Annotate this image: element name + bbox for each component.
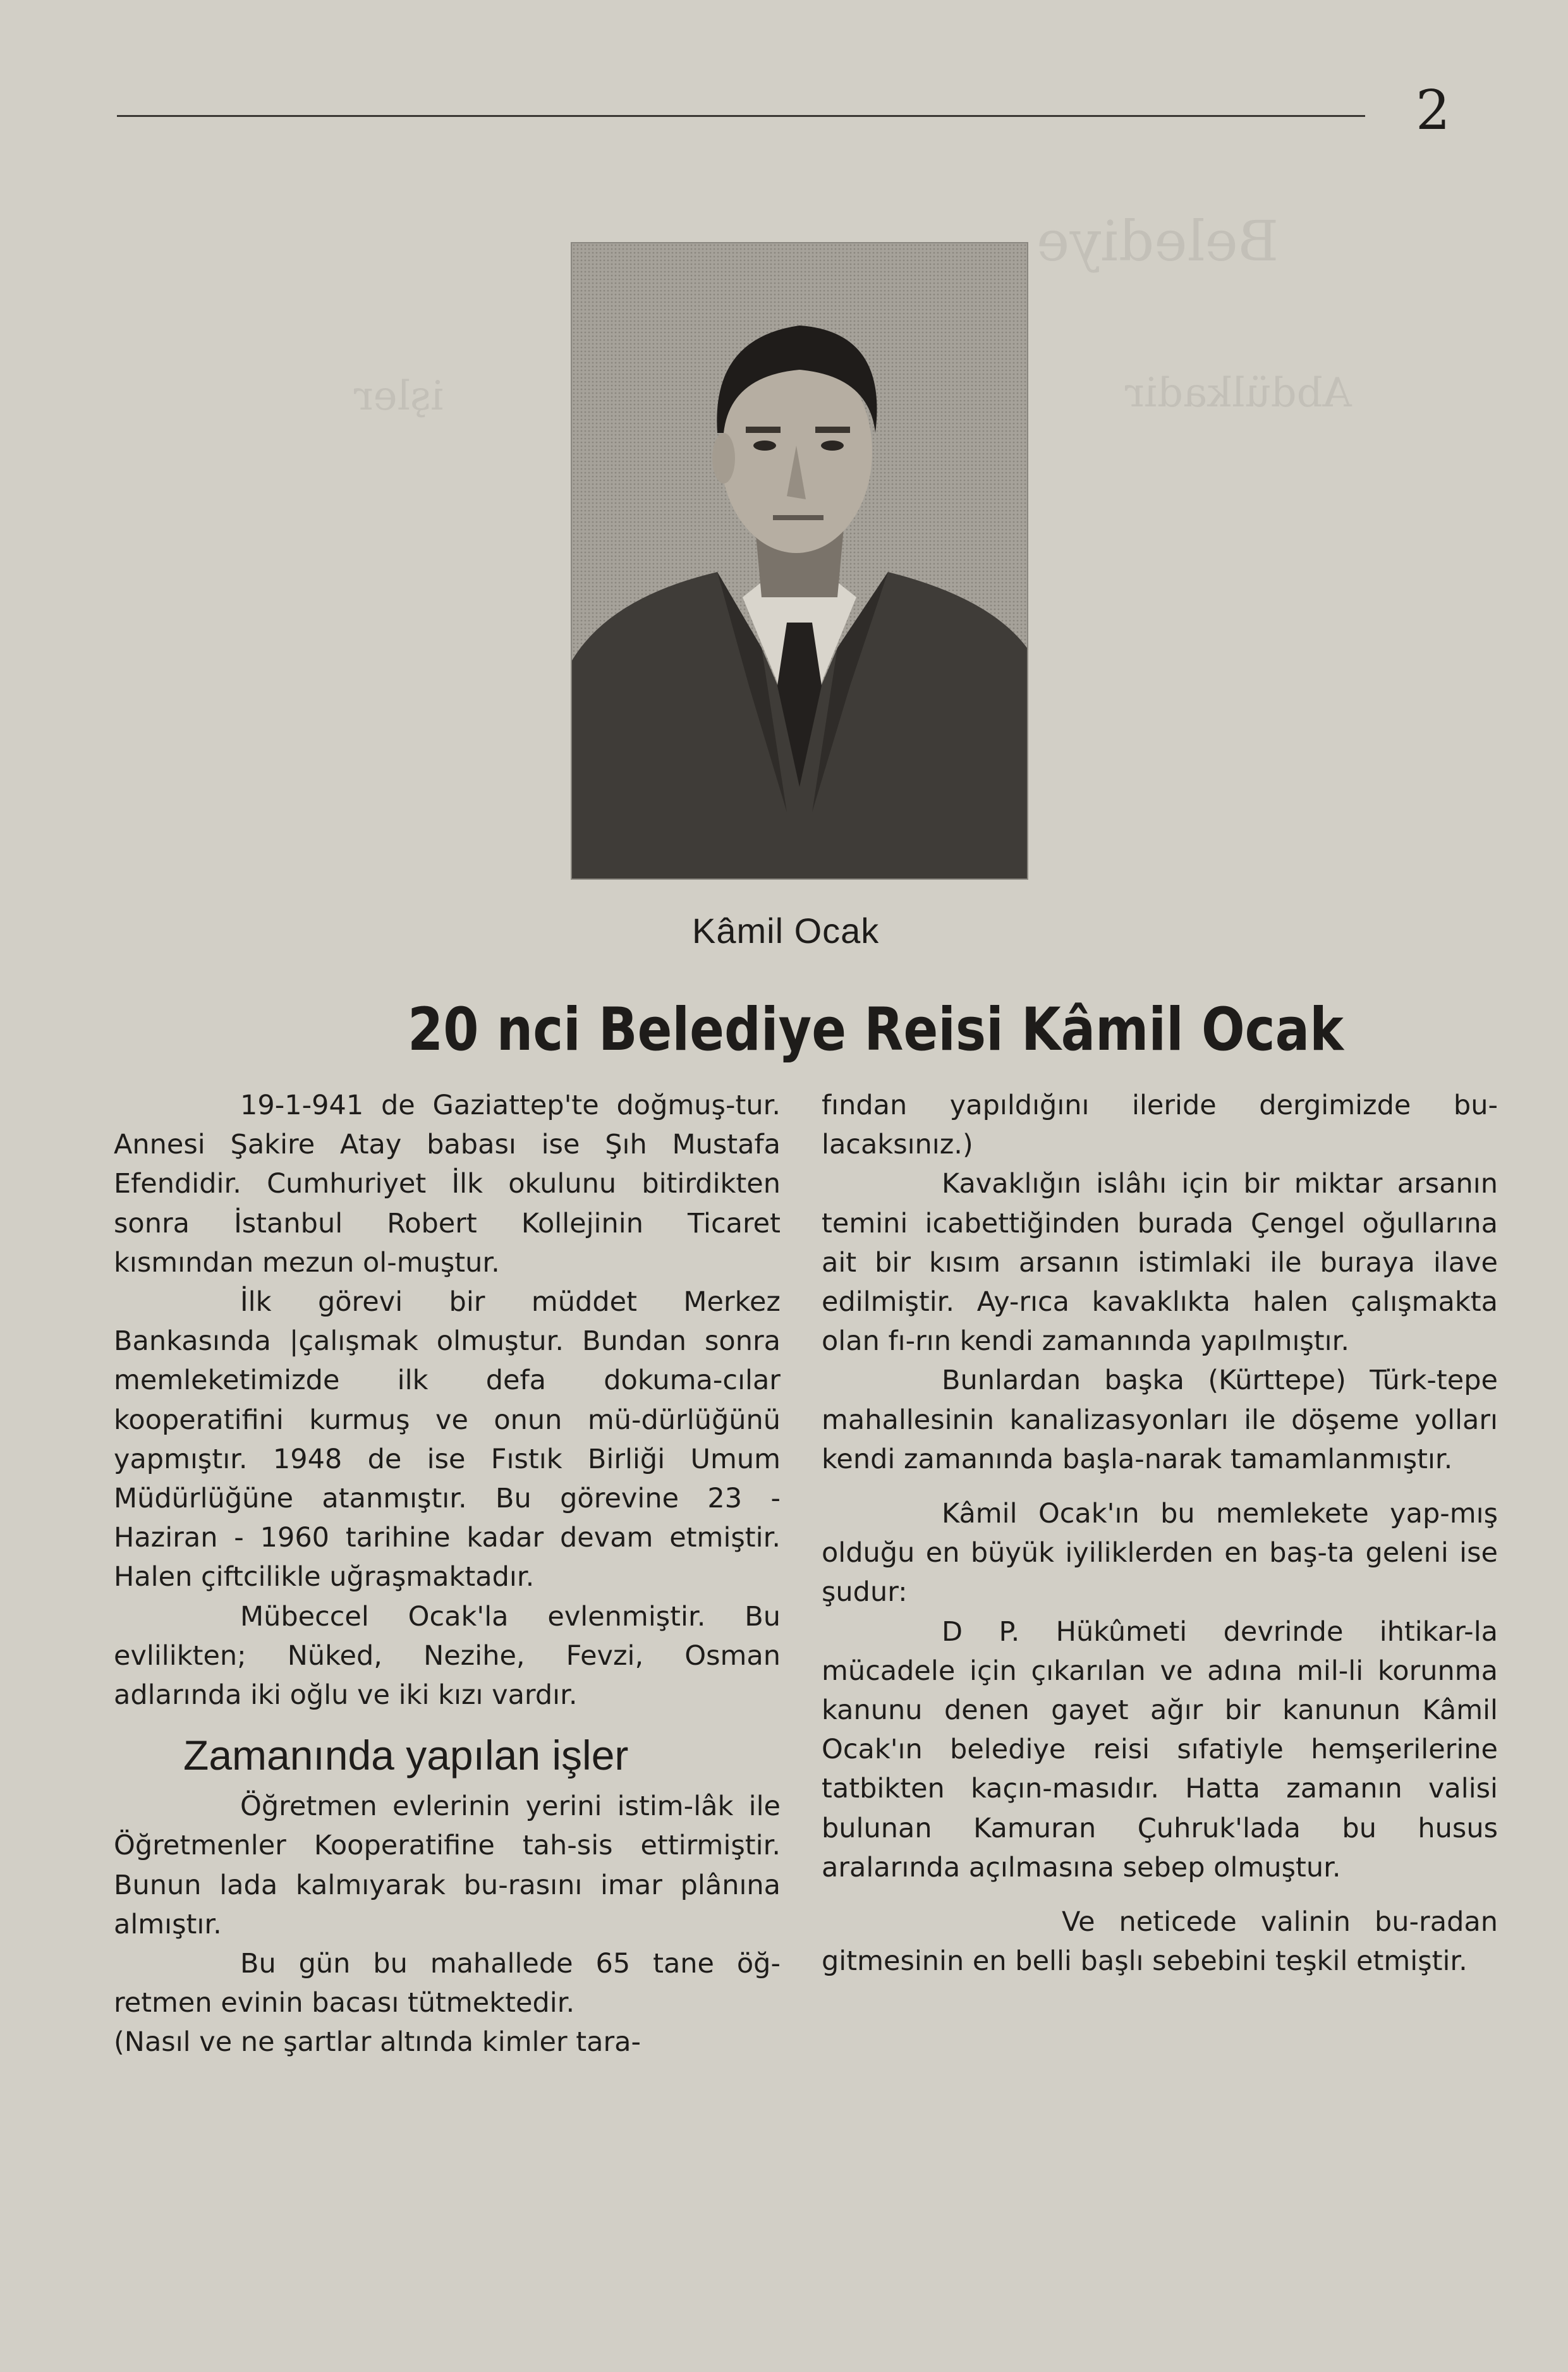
works-paragraph: (Nasıl ve ne şartlar altında kimler tara-	[114, 2026, 641, 2059]
bleed-through-text: Abdülkadir	[1125, 370, 1352, 417]
works-paragraph: Bunlardan başka (Kürttepe) Türk-tepe mahallesinin kanalizasyonları ile döşeme yolları kendi zamanında başla-narak tamamlanmıştır.	[822, 1365, 1498, 1475]
works-paragraph: Ve neticede valinin bu-radan gitmesinin en belli başlı sebebini teşkil etmiştir.	[822, 1906, 1498, 1978]
works-paragraph: Bu gün bu mahallede 65 tane öğ-retmen evinin bacası tütmektedir.	[114, 1948, 781, 2019]
article-headline: 20 nci Belediye Reisi Kâmil Ocak	[408, 995, 1344, 1064]
left-column	[114, 1086, 781, 2062]
spacer	[822, 1479, 1498, 1494]
right-column	[822, 1086, 1498, 1981]
family-paragraph: Mübeccel Ocak'la evlenmiştir. Bu evlilikten; Nüked, Nezihe, Fevzi, Osman adlarında iki oğlu ve iki kızı vardır.	[114, 1600, 781, 1712]
works-paragraph: D P. Hükûmeti devrinde ihtikar-la mücadele için çıkarılan ve adına mil-li korunma kanunu denen gayet ağır bir kanunun Kâmil Ocak'ın belediye reisi sıfatiyle hemşerilerine tatbikten kaçın-masıdır. Hatta zamanın valisi bulunan Kamuran Çuhruk'lada bu husus aralarında açılmasına sebep olmuştur.	[822, 1615, 1498, 1883]
works-paragraph: Kâmil Ocak'ın bu memlekete yap-mış olduğu en büyük iyiliklerden en baş-ta geleni ise şudur:	[822, 1498, 1498, 1609]
bleed-through-text: işler	[354, 373, 444, 420]
photo-caption: Kâmil Ocak	[692, 911, 880, 951]
top-rule	[117, 115, 1365, 117]
career-paragraph: İlk görevi bir müddet Merkez Bankasında |çalışmak olmuştur. Bundan sonra memleketimizde ilk defa dokuma-cılar kooperatifini kurmuş ve onun mü-dürlüğünü yapmıştır. 1948 de ise Fıstık Birliği Umum Müdürlüğüne atanmıştır. Bu görevine 23 - Haziran - 1960 tarihine kadar devam etmiştir. Halen çiftcilikle uğraşmaktadır.	[114, 1286, 781, 1593]
section-heading: Zamanında yapılan işler	[183, 1732, 629, 1779]
works-paragraph: fından yapıldığını ileride dergimizde bu-lacaksınız.)	[822, 1090, 1498, 1161]
biography-paragraph: 19-1-941 de Gaziattep'te doğmuş-tur. Annesi Şakire Atay babası ise Şıh Mustafa Efendidir. Cumhuriyet İlk okulunu bitirdikten sonra İstanbul Robert Kollejinin Ticaret kısmından mezun ol-muştur.	[114, 1090, 781, 1279]
page-number: 2	[1416, 79, 1450, 142]
bleed-through-text: Belediye	[1036, 209, 1279, 274]
spacer	[822, 1887, 1498, 1902]
works-paragraph: Kavaklığın islâhı için bir miktar arsanın temini icabettiğinden burada Çengel oğullarına ait bir kısım arsanın istimlaki ile buraya ilave edilmiştir. Ay-rıca kavaklıkta halen çalışmakta olan fı-rın kendi zamanında yapılmıştır.	[822, 1168, 1498, 1358]
portrait-photo	[572, 243, 1027, 879]
works-paragraph: Öğretmen evlerinin yerini istim-lâk ile Öğretmenler Kooperatifine tah-sis ettirmiştir. Bunun lada kalmıyarak bu-rasını imar plânına almıştır.	[114, 1791, 781, 1940]
